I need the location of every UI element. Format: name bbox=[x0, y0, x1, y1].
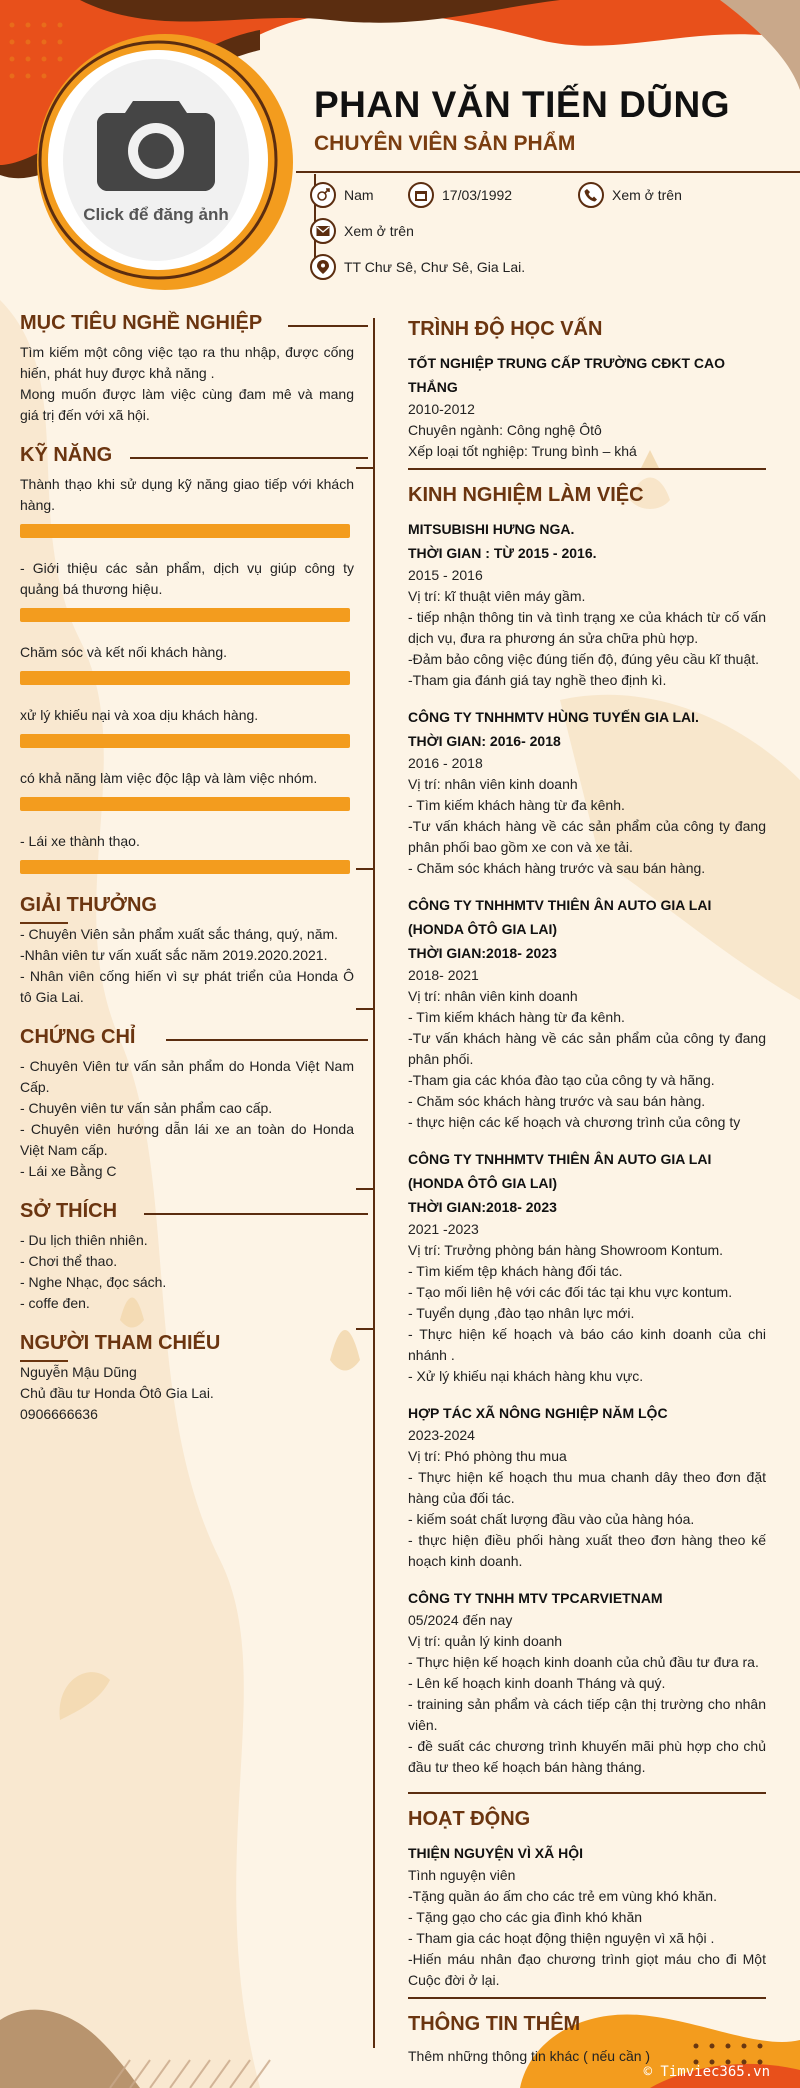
experience-entry bbox=[408, 1147, 766, 1387]
reference-line: Nguyễn Mậu Dũng bbox=[20, 1364, 137, 1380]
experience-line: - Tìm kiếm khách hàng từ đa kênh. bbox=[408, 797, 625, 813]
skill-item bbox=[20, 642, 354, 685]
experience-line: - Tuyển dụng ,đào tạo nhân lực mới. bbox=[408, 1305, 635, 1321]
experience-line: - Tạo mối liên hệ với các đối tác tại khu vực kontum. bbox=[408, 1284, 733, 1300]
experience-line: -Tư vấn khách hàng về các sản phẩm của công ty đang phân phối. bbox=[408, 1030, 766, 1067]
education-heading: TỐT NGHIỆP TRUNG CẤP TRƯỜNG CĐKT CAO THẮNG bbox=[408, 355, 726, 395]
certificate-line: - Chuyên Viên tư vấn sản phẩm do Honda Việt Nam Cấp. bbox=[20, 1058, 354, 1095]
timeline-spine bbox=[373, 318, 375, 2048]
experience-line: 2023-2024 bbox=[408, 1427, 475, 1443]
right-column bbox=[408, 318, 766, 2067]
skills-connector bbox=[356, 467, 374, 469]
experience-heading: (HONDA ÔTÔ GIA LAI) bbox=[408, 1175, 558, 1191]
experience-line: 05/2024 đến nay bbox=[408, 1612, 513, 1628]
education-section bbox=[408, 318, 766, 470]
experience-line: - Xử lý khiếu nại khách hàng khu vực. bbox=[408, 1368, 644, 1384]
email-icon bbox=[310, 218, 336, 244]
skill-item bbox=[20, 768, 354, 811]
experience-heading: CÔNG TY TNHH MTV TPCARVIETNAM bbox=[408, 1590, 663, 1606]
email-value: Xem ở trên bbox=[344, 223, 414, 239]
experience-line: - Thực hiện kế hoạch thu mua chanh dây theo đơn đặt hàng của đối tác. bbox=[408, 1469, 766, 1506]
hobbies-title: SỞ THÍCH bbox=[20, 1200, 118, 1222]
experience-line: Vị trí: kĩ thuật viên máy gầm. bbox=[408, 588, 586, 604]
award-line: - Nhân viên cống hiến vì sự phát triển của Honda Ô tô Gia Lai. bbox=[20, 968, 354, 1005]
activity-line: - Tham gia các hoạt động thiện nguyện vì xã hội . bbox=[408, 1930, 715, 1946]
education-line: Xếp loại tốt nghiệp: Trung bình – khá bbox=[408, 443, 637, 459]
skill-bar bbox=[20, 797, 350, 811]
extra-title: THÔNG TIN THÊM bbox=[408, 2013, 581, 2035]
activity-line: - Tặng gạo cho các gia đình khó khăn bbox=[408, 1909, 643, 1925]
address-value: TT Chư Sê, Chư Sê, Gia Lai. bbox=[344, 259, 526, 275]
certificate-line: - Lái xe Bằng C bbox=[20, 1163, 117, 1179]
left-column bbox=[20, 312, 354, 1425]
education-title: TRÌNH ĐỘ HỌC VẤN bbox=[408, 318, 603, 340]
contact-email bbox=[310, 218, 414, 244]
experience-line: - tiếp nhận thông tin và tình trạng xe của khách từ cố vấn dịch vụ, đưa ra phương án sửa chữa phù hợp. bbox=[408, 609, 766, 646]
hobbies-section bbox=[20, 1200, 354, 1314]
experience-line: Vị trí: nhân viên kinh doanh bbox=[408, 988, 578, 1004]
awards-connector bbox=[356, 868, 374, 870]
contact-address bbox=[310, 254, 525, 280]
skill-label: Thành thạo khi sử dụng kỹ năng giao tiếp với khách hàng. bbox=[20, 476, 354, 513]
references-connector bbox=[356, 1328, 374, 1330]
experience-line: - Tìm kiếm khách hàng từ đa kênh. bbox=[408, 1009, 625, 1025]
skill-item bbox=[20, 831, 354, 874]
experience-entry bbox=[408, 1401, 766, 1572]
hobby-line: - coffe đen. bbox=[20, 1295, 90, 1311]
contact-birthday bbox=[408, 182, 512, 208]
experience-heading: CÔNG TY TNHHMTV THIÊN ÂN AUTO GIA LAI bbox=[408, 897, 712, 913]
skill-label: xử lý khiếu nại và xoa dịu khách hàng. bbox=[20, 707, 259, 723]
experience-line: Vị trí: nhân viên kinh doanh bbox=[408, 776, 578, 792]
certificates-section bbox=[20, 1026, 354, 1182]
skill-bar bbox=[20, 671, 350, 685]
section-divider bbox=[408, 1997, 766, 1999]
experience-line: - thực hiện các kế hoạch và chương trình của công ty bbox=[408, 1114, 741, 1130]
activity-heading: THIỆN NGUYỆN VÌ XÃ HỘI bbox=[408, 1845, 584, 1861]
experience-line: - training sản phẩm và cách tiếp cận thị trường cho nhân viên. bbox=[408, 1696, 766, 1733]
certificate-line: - Chuyên viên hướng dẫn lái xe an toàn do Honda Việt Nam cấp. bbox=[20, 1121, 354, 1158]
certificates-connector bbox=[356, 1008, 374, 1010]
hobbies-connector bbox=[356, 1188, 374, 1190]
hobby-line: - Du lịch thiên nhiên. bbox=[20, 1232, 148, 1248]
experience-line: - Tìm kiếm tệp khách hàng đối tác. bbox=[408, 1263, 623, 1279]
experience-line: Vị trí: quản lý kinh doanh bbox=[408, 1633, 563, 1649]
objective-line: Mong muốn được làm việc cùng đam mê và mang giá trị đến với xã hội. bbox=[20, 386, 354, 423]
experience-line: - Chăm sóc khách hàng trước và sau bán hàng. bbox=[408, 1093, 706, 1109]
award-line: -Nhân viên tư vấn xuất sắc năm 2019.2020.2021. bbox=[20, 947, 328, 963]
experience-line: - Thực hiện kế hoạch và báo cáo kinh doanh của chi nhánh . bbox=[408, 1326, 766, 1363]
extra-line: Thêm những thông tin khác ( nếu cần ) bbox=[408, 2048, 651, 2064]
section-divider bbox=[408, 1792, 766, 1794]
contact-phone bbox=[578, 182, 682, 208]
skill-item bbox=[20, 558, 354, 622]
phone-value: Xem ở trên bbox=[612, 187, 682, 203]
experience-line: 2015 - 2016 bbox=[408, 567, 483, 583]
award-line: - Chuyên Viên sản phẩm xuất sắc tháng, quý, năm. bbox=[20, 926, 339, 942]
experience-heading: THỜI GIAN : TỪ 2015 - 2016. bbox=[408, 545, 597, 561]
experience-line: - kiếm soát chất lượng đầu vào của hàng hóa. bbox=[408, 1511, 695, 1527]
location-icon bbox=[310, 254, 336, 280]
experience-heading: HỢP TÁC XÃ NÔNG NGHIỆP NĂM LỘC bbox=[408, 1405, 668, 1421]
experience-line: - Thực hiện kế hoạch kinh doanh của chủ đầu tư đưa ra. bbox=[408, 1654, 759, 1670]
experience-line: Vị trí: Trưởng phòng bán hàng Showroom Kontum. bbox=[408, 1242, 724, 1258]
skill-label: - Giới thiệu các sản phẩm, dịch vụ giúp công ty quảng bá thương hiệu. bbox=[20, 560, 354, 597]
skill-label: Chăm sóc và kết nối khách hàng. bbox=[20, 644, 228, 660]
gender-icon bbox=[310, 182, 336, 208]
extra-section bbox=[408, 2013, 766, 2067]
skill-item bbox=[20, 474, 354, 538]
experience-heading: THỜI GIAN: 2016- 2018 bbox=[408, 733, 561, 749]
skill-bar bbox=[20, 608, 350, 622]
skill-label: - Lái xe thành thạo. bbox=[20, 833, 140, 849]
experience-line: - Chăm sóc khách hàng trước và sau bán hàng. bbox=[408, 860, 706, 876]
skill-bar bbox=[20, 734, 350, 748]
objective-line: Tìm kiếm một công việc tạo ra thu nhập, được cống hiến, phát huy được khả năng . bbox=[20, 344, 354, 381]
experience-title: KINH NGHIỆM LÀM VIỆC bbox=[408, 484, 644, 506]
education-line: Chuyên ngành: Công nghệ Ôtô bbox=[408, 422, 602, 438]
skills-title: KỸ NĂNG bbox=[20, 444, 113, 466]
activity-line: -Hiến máu nhân đạo chương trình giọt máu cho đi Một Cuộc đời ở lại. bbox=[408, 1951, 766, 1988]
experience-line: -Tham gia đánh giá tay nghề theo định kì. bbox=[408, 672, 667, 688]
activity-line: Tình nguyện viên bbox=[408, 1867, 516, 1883]
experience-section bbox=[408, 484, 766, 1794]
hobby-line: - Nghe Nhạc, đọc sách. bbox=[20, 1274, 167, 1290]
certificates-title: CHỨNG CHỈ bbox=[20, 1026, 136, 1048]
hobby-line: - Chơi thể thao. bbox=[20, 1253, 118, 1269]
experience-line: Vị trí: Phó phòng thu mua bbox=[408, 1448, 567, 1464]
watermark: © Timviec365.vn bbox=[643, 2064, 770, 2080]
references-title: NGƯỜI THAM CHIẾU bbox=[20, 1332, 221, 1354]
experience-heading: CÔNG TY TNHHMTV HÙNG TUYẾN GIA LAI. bbox=[408, 709, 699, 725]
full-name: PHAN VĂN TIẾN DŨNG bbox=[314, 84, 731, 125]
experience-line: -Tư vấn khách hàng về các sản phẩm của công ty đang phân phối bao gồm xe con và xe tải. bbox=[408, 818, 766, 855]
experience-line: - Lên kế hoạch kinh doanh Tháng và quý. bbox=[408, 1675, 666, 1691]
objective-section bbox=[20, 312, 354, 426]
objective-title: MỤC TIÊU NGHỀ NGHIỆP bbox=[20, 312, 263, 334]
experience-entry bbox=[408, 1586, 766, 1778]
reference-line: 0906666636 bbox=[20, 1406, 98, 1422]
skill-item bbox=[20, 705, 354, 748]
experience-heading: CÔNG TY TNHHMTV THIÊN ÂN AUTO GIA LAI bbox=[408, 1151, 712, 1167]
experience-entry bbox=[408, 705, 766, 879]
reference-line: Chủ đầu tư Honda Ôtô Gia Lai. bbox=[20, 1385, 214, 1401]
experience-line: -Tham gia các khóa đào tạo của công ty và hãng. bbox=[408, 1072, 715, 1088]
activities-section bbox=[408, 1808, 766, 1999]
experience-heading: THỜI GIAN:2018- 2023 bbox=[408, 1199, 557, 1215]
experience-list bbox=[408, 517, 766, 1778]
experience-heading: MITSUBISHI HƯNG NGA. bbox=[408, 521, 575, 537]
camera-icon bbox=[97, 95, 215, 191]
header-divider bbox=[296, 171, 800, 173]
experience-heading: THỜI GIAN:2018- 2023 bbox=[408, 945, 557, 961]
job-title: CHUYÊN VIÊN SẢN PHẨM bbox=[314, 132, 576, 155]
experience-entry bbox=[408, 517, 766, 691]
avatar-upload[interactable] bbox=[60, 56, 252, 264]
skill-bar bbox=[20, 524, 350, 538]
awards-title: GIẢI THƯỞNG bbox=[20, 894, 157, 916]
skills-section bbox=[20, 444, 354, 874]
gender-value: Nam bbox=[344, 187, 374, 203]
experience-line: -Đảm bảo công việc đúng tiến độ, đúng yêu cầu kĩ thuật. bbox=[408, 651, 760, 667]
certificate-line: - Chuyên viên tư vấn sản phẩm cao cấp. bbox=[20, 1100, 273, 1116]
experience-line: 2016 - 2018 bbox=[408, 755, 483, 771]
experience-line: - đề suất các chương trình khuyến mãi phù hợp cho chủ đầu tư theo kế hoạch bán hàng tháng. bbox=[408, 1738, 766, 1775]
experience-line: 2018- 2021 bbox=[408, 967, 479, 983]
references-section bbox=[20, 1332, 354, 1425]
experience-heading: (HONDA ÔTÔ GIA LAI) bbox=[408, 921, 558, 937]
activities-title: HOẠT ĐỘNG bbox=[408, 1808, 531, 1830]
skill-label: có khả năng làm việc độc lập và làm việc nhóm. bbox=[20, 770, 318, 786]
activity-line: -Tặng quần áo ấm cho các trẻ em vùng khó khăn. bbox=[408, 1888, 717, 1904]
avatar-label: Click để đăng ảnh bbox=[83, 205, 229, 224]
section-divider bbox=[408, 468, 766, 470]
education-line: 2010-2012 bbox=[408, 401, 475, 417]
awards-section bbox=[20, 894, 354, 1008]
contact-gender bbox=[310, 182, 374, 208]
experience-entry bbox=[408, 893, 766, 1133]
phone-icon bbox=[578, 182, 604, 208]
experience-line: - thực hiện điều phối hàng xuất theo đơn hàng theo kế hoạch kinh doanh. bbox=[408, 1532, 766, 1569]
experience-line: 2021 -2023 bbox=[408, 1221, 479, 1237]
birthday-value: 17/03/1992 bbox=[442, 187, 513, 203]
skill-bar bbox=[20, 860, 350, 874]
calendar-icon bbox=[408, 182, 434, 208]
